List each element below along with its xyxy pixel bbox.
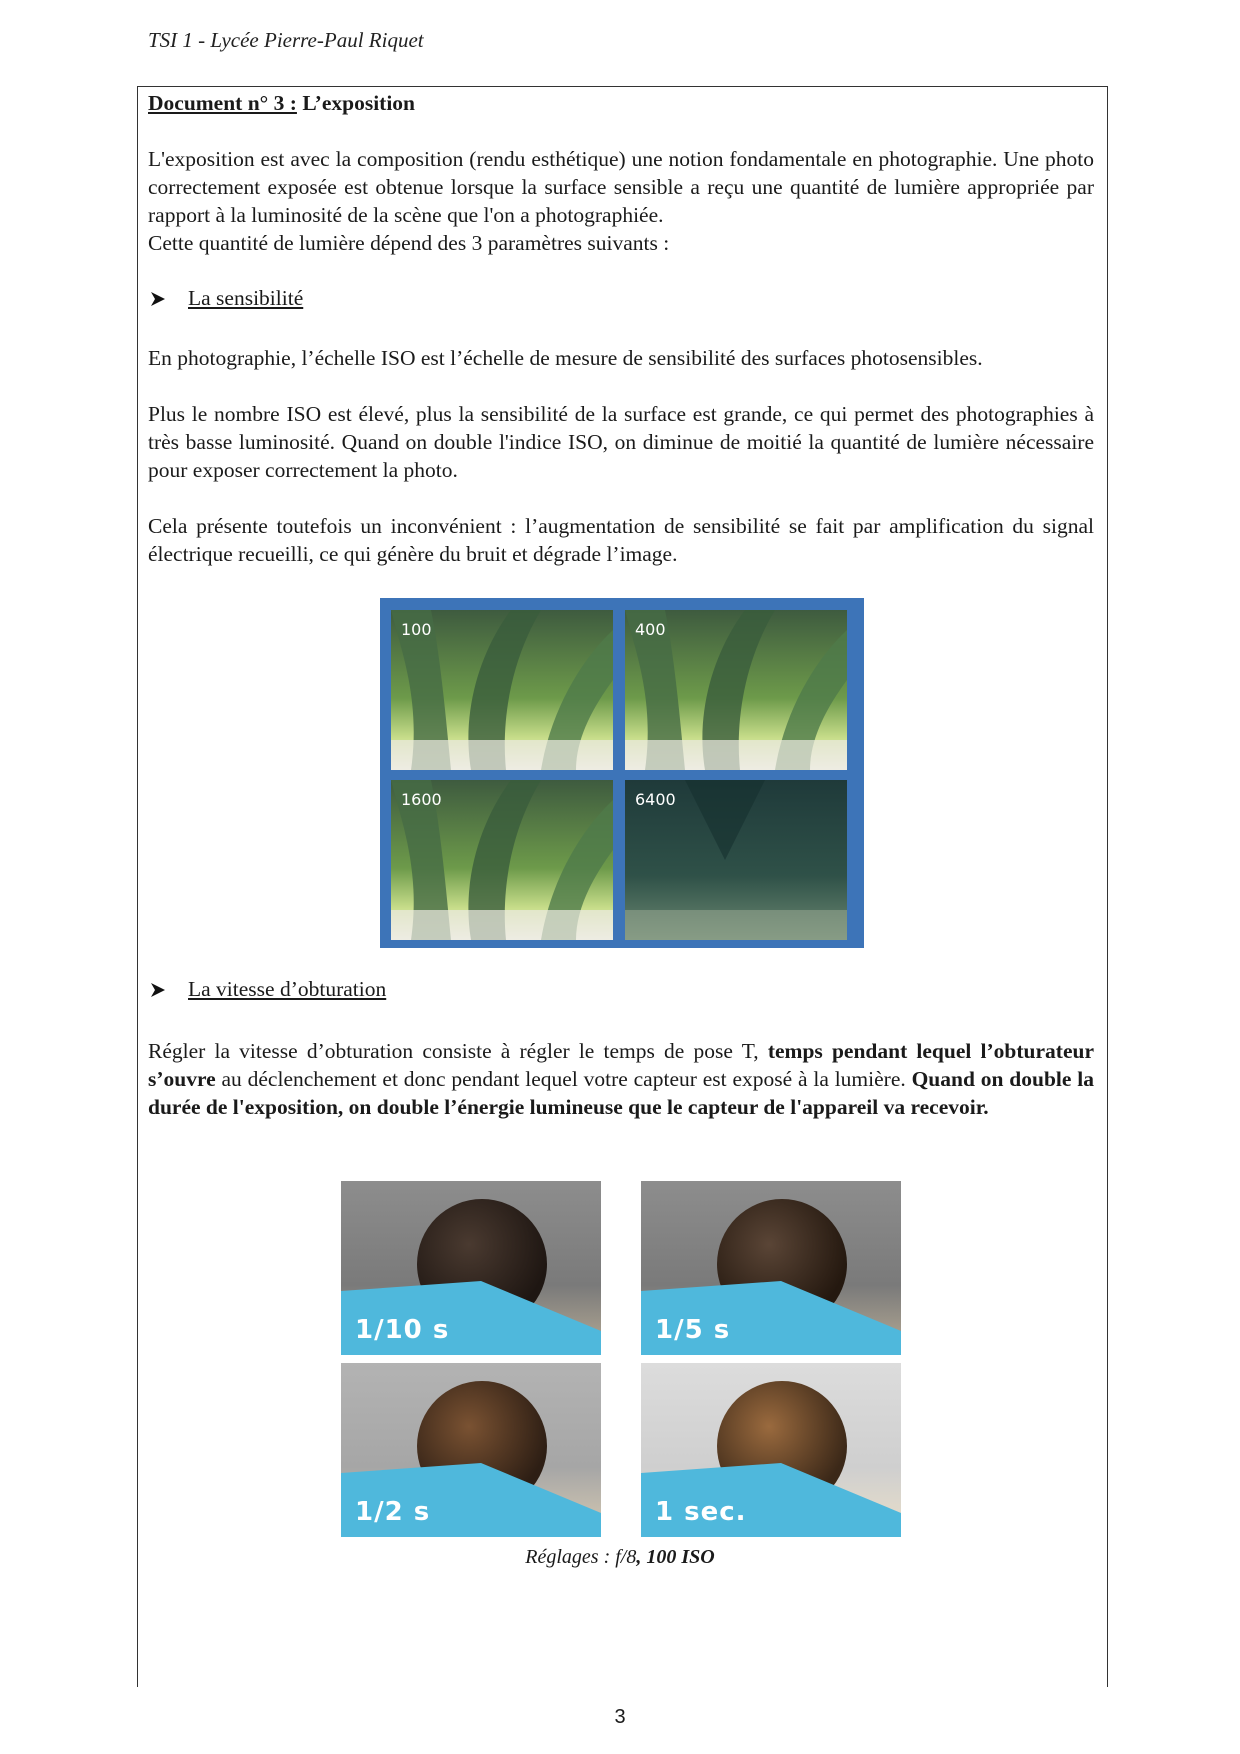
iso-label: 100 — [401, 620, 432, 639]
iso-photo — [625, 610, 847, 770]
intro-paragraph: Cette quantité de lumière dépend des 3 paramètres suivants : — [148, 231, 670, 255]
document-number: Document n° 3 : — [148, 91, 297, 115]
iso-photo — [625, 780, 847, 940]
intro-paragraph: L'exposition est avec la composition (rendu esthétique) une notion fondamentale en photographie. Une photo correctement exposée est obtenue lorsque la surface sensible a reçu une quantité de lumière appropriée par rapport à la luminosité de la scène que l'on a photographiée. — [148, 147, 1094, 227]
iso-label: 400 — [635, 620, 666, 639]
shutter-photo — [641, 1181, 901, 1355]
paragraph: Régler la vitesse d’obturation consiste à régler le temps de pose T, temps pendant lequel l’obturateur s’ouvre au déclenchement et donc pendant lequel votre capteur est exposé à la lumière. Quand on double la durée de l'exposition, on double l’énergie lumineuse que le capteur de l'appareil va recevoir. — [148, 1039, 1094, 1119]
iso-photo — [391, 780, 613, 940]
speed-label: 1/5 s — [655, 1315, 731, 1345]
arrow-bullet-icon — [150, 291, 166, 307]
section2-text — [148, 1037, 1094, 1121]
page-header: TSI 1 - Lycée Pierre-Paul Riquet — [148, 28, 424, 52]
intro-block — [148, 145, 1094, 257]
speed-label: 1/2 s — [355, 1497, 431, 1527]
section-label: La sensibilité — [188, 286, 304, 310]
page-number: 3 — [614, 1706, 626, 1728]
section1-text — [148, 344, 1094, 568]
section-vitesse-heading — [150, 977, 386, 1002]
shutter-photo — [341, 1181, 601, 1355]
document-title-text: L’exposition — [302, 91, 416, 115]
photo-caption: Réglages : f/8, 100 ISO — [525, 1546, 715, 1568]
shutter-photo — [341, 1363, 601, 1537]
iso-label: 6400 — [635, 790, 676, 809]
paragraph: Plus le nombre ISO est élevé, plus la sensibilité de la surface est grande, ce qui permet des photographies à très basse luminosité. Quand on double l'indice ISO, on diminue de moitié la quantité de lumière nécessaire pour exposer correctement la photo. — [148, 402, 1094, 482]
section-sensibilite-heading — [150, 286, 303, 311]
iso-photo — [391, 610, 613, 770]
speed-label: 1/10 s — [355, 1315, 450, 1345]
iso-label: 1600 — [401, 790, 442, 809]
paragraph: Cela présente toutefois un inconvénient : l’augmentation de sensibilité se fait par amplification du signal électrique recueilli, ce qui génère du bruit et dégrade l’image. — [148, 514, 1094, 566]
speed-label: 1 sec. — [655, 1497, 747, 1527]
shutter-photo — [641, 1363, 901, 1537]
document-title — [148, 89, 1094, 117]
section-label: La vitesse d’obturation — [188, 977, 387, 1001]
iso-comparison-image — [380, 598, 864, 948]
arrow-bullet-icon — [150, 982, 166, 998]
paragraph: En photographie, l’échelle ISO est l’échelle de mesure de sensibilité des surfaces photosensibles. — [148, 346, 983, 370]
